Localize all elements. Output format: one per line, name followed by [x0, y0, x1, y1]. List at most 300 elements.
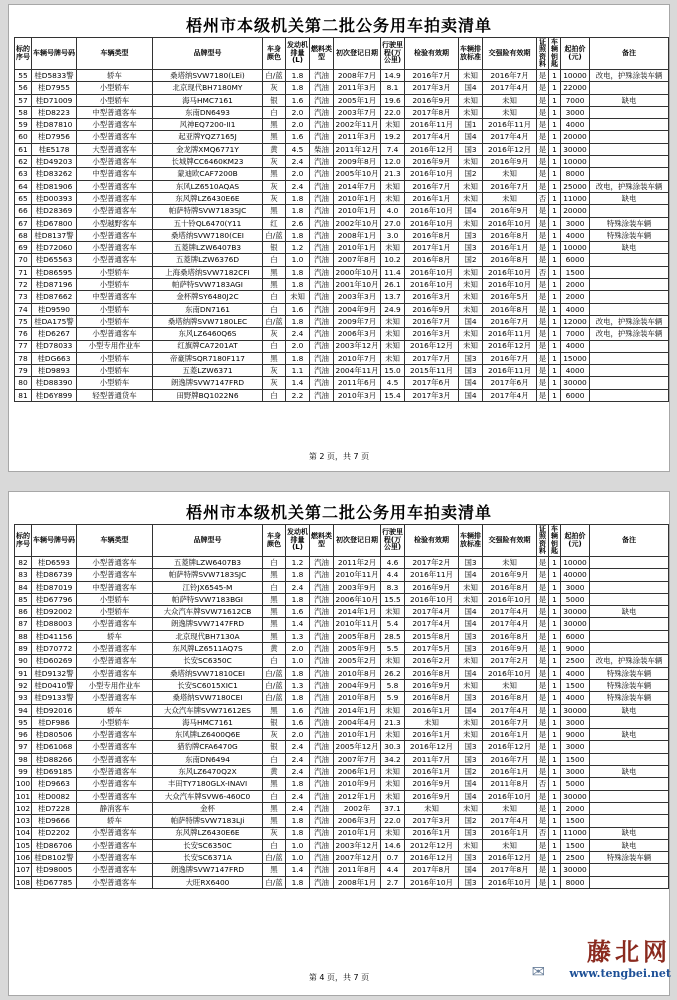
- table-cell: 2006年3月: [334, 815, 381, 827]
- column-header: 车辆类型: [77, 38, 153, 70]
- table-cell: 江铃JX6545-M: [153, 581, 263, 593]
- table-cell: 4000: [561, 119, 590, 131]
- table-cell: 77: [15, 340, 32, 352]
- table-row: [15, 328, 669, 340]
- table-cell: 5.4: [381, 618, 405, 630]
- table-cell: 国3: [459, 753, 483, 765]
- table-cell: 1500: [561, 753, 590, 765]
- table-cell: 91: [15, 667, 32, 679]
- table-cell: 小型越野客车: [77, 217, 153, 229]
- table-cell: 白/蓝: [263, 852, 286, 864]
- table-cell: 2016年12月: [483, 143, 537, 155]
- table-cell: 桂D78033: [32, 340, 77, 352]
- table-cell: 黑: [263, 569, 286, 581]
- table-cell: 2016年11月: [483, 328, 537, 340]
- table-cell: [590, 340, 669, 352]
- table-cell: 1.8: [286, 876, 310, 888]
- table-cell: 否: [537, 827, 549, 839]
- table-cell: 1.8: [286, 667, 310, 679]
- table-row: [15, 593, 669, 605]
- table-cell: 改电，护殊涂装车辆: [590, 180, 669, 192]
- table-cell: 1.8: [286, 205, 310, 217]
- table-cell: 1: [549, 716, 561, 728]
- column-header: 燃料类型: [310, 38, 334, 70]
- table-cell: 是: [537, 581, 549, 593]
- table-cell: 2007年12月: [335, 853, 379, 863]
- table-cell: 2010年1月: [334, 729, 381, 741]
- table-cell: 1: [549, 217, 561, 229]
- table-cell: 1.0: [286, 655, 310, 667]
- table-cell: [590, 389, 669, 401]
- table-cell: 是: [537, 70, 549, 82]
- table-cell: 10000: [561, 242, 590, 254]
- table-cell: 3000: [561, 716, 590, 728]
- table-cell: 桂D88003: [32, 618, 77, 630]
- table-cell: 银: [263, 94, 286, 106]
- table-cell: 缺电: [590, 192, 669, 204]
- table-cell: 桂D67800: [32, 217, 77, 229]
- table-cell: 1.0: [286, 839, 310, 851]
- table-cell: [590, 741, 669, 753]
- table-cell: 未知: [459, 291, 483, 303]
- table-cell: 1: [549, 729, 561, 741]
- column-header: 燃料类型: [310, 525, 334, 557]
- table-row: [15, 254, 669, 266]
- table-cell: 63: [15, 168, 32, 180]
- table-cell: 0.7: [381, 852, 405, 864]
- table-cell: 2000: [561, 802, 590, 814]
- table-row: [15, 581, 669, 593]
- table-cell: 汽油: [310, 328, 334, 340]
- table-cell: 桂D88266: [32, 753, 77, 765]
- table-cell: 1.0: [286, 254, 310, 266]
- table-cell: 国4: [459, 131, 483, 143]
- table-cell: 1.0: [286, 852, 310, 864]
- table-row: [15, 741, 669, 753]
- table-cell: 2017年3月: [405, 82, 459, 94]
- table-cell: 2017年4月: [483, 815, 537, 827]
- table-cell: 黄: [263, 643, 286, 655]
- table-cell: 国4: [459, 205, 483, 217]
- table-cell: 1500: [561, 839, 590, 851]
- table-cell: 国2: [459, 168, 483, 180]
- table-cell: 汽油: [310, 254, 334, 266]
- table-cell: 未知: [483, 679, 537, 691]
- table-cell: 东风LZ6470Q2X: [153, 766, 263, 778]
- table-row: [15, 692, 669, 704]
- table-cell: 1: [549, 352, 561, 364]
- column-header: 标的序号: [15, 525, 32, 557]
- table-cell: 小型轿车: [77, 315, 153, 327]
- table-cell: 小型普通客车: [77, 778, 153, 790]
- table-cell: 26.2: [381, 667, 405, 679]
- table-cell: 静消客车: [77, 802, 153, 814]
- table-cell: 30000: [561, 377, 590, 389]
- table-cell: 1: [549, 593, 561, 605]
- table-cell: 金杯牌SY6480J2C: [153, 291, 263, 303]
- table-cell: 小型普通客车: [77, 753, 153, 765]
- table-cell: 桑塔纳SVW7180(LEi): [153, 70, 263, 82]
- table-cell: 桂DF986: [32, 716, 77, 728]
- table-cell: 汽油: [310, 741, 334, 753]
- table-cell: 1: [549, 291, 561, 303]
- table-cell: [590, 618, 669, 630]
- table-cell: 4000: [561, 340, 590, 352]
- table-cell: 汽油: [310, 593, 334, 605]
- table-cell: 2016年10月: [405, 168, 459, 180]
- table-cell: 1.8: [286, 593, 310, 605]
- table-cell: 未知: [459, 328, 483, 340]
- table-cell: 黑: [263, 266, 286, 278]
- table-cell: 1: [549, 94, 561, 106]
- table-cell: 11000: [561, 827, 590, 839]
- table-cell: 3000: [561, 741, 590, 753]
- table-cell: 未知: [459, 729, 483, 741]
- table-cell: 7.4: [381, 143, 405, 155]
- table-cell: 白: [263, 655, 286, 667]
- table-cell: 中型普通客车: [77, 106, 153, 118]
- table-cell: 96: [15, 729, 32, 741]
- table-cell: 2016年3月: [405, 328, 459, 340]
- table-cell: 汽油: [310, 802, 334, 814]
- table-cell: 帕萨特牌SVW7183LJi: [153, 815, 263, 827]
- table-cell: 汽油: [310, 581, 334, 593]
- table-row: [15, 229, 669, 241]
- table-cell: 大旺RX6400: [153, 876, 263, 888]
- table-row: [15, 106, 669, 118]
- table-cell: 2016年9月: [405, 303, 459, 315]
- table-cell: 2016年7月: [405, 70, 459, 82]
- table-cell: 2002年11月: [335, 120, 379, 130]
- table-cell: 1.2: [286, 557, 310, 569]
- table-cell: 2.7: [381, 876, 405, 888]
- table-row: [15, 119, 669, 131]
- table-cell: 未知: [459, 217, 483, 229]
- table-cell: 62: [15, 156, 32, 168]
- table-cell: 2003年12月: [335, 840, 379, 850]
- table-cell: 汽油: [310, 352, 334, 364]
- page-title: 梧州市本级机关第二批公务用车拍卖清单: [185, 503, 492, 522]
- table-cell: 是: [537, 557, 549, 569]
- table-cell: 东风牌LZ6430E6E: [153, 192, 263, 204]
- table-cell: 2016年9月: [483, 205, 537, 217]
- table-cell: 桂D92002: [32, 606, 77, 618]
- table-cell: 是: [537, 156, 549, 168]
- table-cell: 2016年7月: [483, 352, 537, 364]
- column-header: 车辆号牌号码: [32, 38, 77, 70]
- table-cell: 2017年4月: [483, 131, 537, 143]
- table-cell: 国4: [459, 315, 483, 327]
- table-cell: 汽油: [310, 766, 334, 778]
- table-cell: 否: [537, 192, 549, 204]
- table-cell: 未知: [286, 291, 310, 303]
- table-cell: 2.0: [286, 106, 310, 118]
- table-cell: 1.6: [286, 131, 310, 143]
- table-cell: 2016年9月: [405, 581, 459, 593]
- table-cell: 10000: [561, 156, 590, 168]
- table-cell: 19.6: [381, 94, 405, 106]
- table-cell: 大众汽车牌SVW6-460C0: [153, 790, 263, 802]
- table-cell: 64: [15, 180, 32, 192]
- table-cell: 28.5: [381, 630, 405, 642]
- table-cell: 长安SC6350C: [153, 839, 263, 851]
- table-cell: 3000: [561, 766, 590, 778]
- table-cell: 2500: [561, 655, 590, 667]
- table-cell: 是: [537, 692, 549, 704]
- table-cell: 是: [537, 569, 549, 581]
- table-cell: 是: [537, 643, 549, 655]
- table-cell: 未知: [483, 557, 537, 569]
- table-cell: 1: [549, 377, 561, 389]
- table-cell: 30000: [561, 864, 590, 876]
- table-cell: 2005年9月: [334, 643, 381, 655]
- table-cell: 2016年9月: [483, 569, 537, 581]
- table-cell: 未知: [381, 352, 405, 364]
- table-cell: 未知: [381, 766, 405, 778]
- table-cell: 20000: [561, 131, 590, 143]
- table-cell: 小型专用作业车: [77, 340, 153, 352]
- table-cell: 是: [537, 242, 549, 254]
- table-cell: 小型轿车: [77, 716, 153, 728]
- table-cell: 2006年1月: [334, 766, 381, 778]
- table-cell: 长城牌CC6460KM23: [153, 156, 263, 168]
- table-cell: 黑: [263, 205, 286, 217]
- table-row: [15, 168, 669, 180]
- table-cell: 55: [15, 70, 32, 82]
- column-header: 品牌型号: [153, 525, 263, 557]
- table-cell: 2010年1月: [334, 192, 381, 204]
- table-cell: 白: [263, 254, 286, 266]
- table-cell: 小型普通客车: [77, 557, 153, 569]
- table-cell: 汽油: [310, 692, 334, 704]
- table-cell: 国3: [459, 229, 483, 241]
- table-cell: 白/蓝: [263, 692, 286, 704]
- table-cell: 汽油: [310, 291, 334, 303]
- table-cell: 汽油: [310, 667, 334, 679]
- table-cell: 2011年3月: [334, 131, 381, 143]
- table-cell: 22000: [561, 82, 590, 94]
- table-cell: 1: [549, 852, 561, 864]
- table-cell: 2016年9月: [405, 156, 459, 168]
- table-cell: 汽油: [310, 192, 334, 204]
- table-cell: 1.8: [286, 315, 310, 327]
- table-cell: 15000: [561, 352, 590, 364]
- table-cell: 1500: [561, 266, 590, 278]
- table-cell: 2000: [561, 279, 590, 291]
- table-cell: 2017年8月: [483, 864, 537, 876]
- table-cell: 2011年8月: [334, 864, 381, 876]
- table-cell: 未知: [381, 606, 405, 618]
- table-cell: 黑: [263, 864, 286, 876]
- table-cell: 缺电: [590, 94, 669, 106]
- table-cell: 长安SC6015XIC1: [153, 679, 263, 691]
- table-cell: 东风牌LZ6430E6E: [153, 827, 263, 839]
- wechat-icon: ✉: [531, 962, 545, 981]
- table-cell: 桂D81906: [32, 180, 77, 192]
- table-cell: 是: [537, 704, 549, 716]
- table-cell: 黑: [263, 606, 286, 618]
- table-cell: 2017年5月: [405, 643, 459, 655]
- table-cell: 国3: [459, 242, 483, 254]
- table-cell: 1: [549, 119, 561, 131]
- table-cell: 1.8: [286, 279, 310, 291]
- table-cell: 27.0: [381, 217, 405, 229]
- table-cell: 是: [537, 205, 549, 217]
- table-cell: 2016年1月: [483, 827, 537, 839]
- table-cell: 2006年10月: [335, 594, 379, 604]
- table-cell: 2017年4月: [483, 82, 537, 94]
- table-row: [15, 389, 669, 401]
- table-cell: 汽油: [310, 606, 334, 618]
- table-cell: 小型普通客车: [77, 328, 153, 340]
- table-row: [15, 557, 669, 569]
- table-cell: 2016年9月: [483, 643, 537, 655]
- table-cell: 57: [15, 94, 32, 106]
- table-cell: [590, 82, 669, 94]
- table-cell: 2005年1月: [334, 94, 381, 106]
- table-row: [15, 131, 669, 143]
- table-row: [15, 217, 669, 229]
- table-cell: 2016年2月: [405, 655, 459, 667]
- table-cell: 黑: [263, 352, 286, 364]
- table-cell: 1500: [561, 815, 590, 827]
- page-footer: 第 2 页，共 7 页: [308, 452, 370, 461]
- table-row: [15, 802, 669, 814]
- table-cell: 2016年12月: [405, 340, 459, 352]
- table-cell: 1: [549, 741, 561, 753]
- table-cell: 桂D60269: [32, 655, 77, 667]
- table-cell: 6000: [561, 630, 590, 642]
- table-cell: 汽油: [310, 156, 334, 168]
- column-header: 发动机排量(L): [286, 525, 310, 557]
- table-cell: 2016年7月: [483, 753, 537, 765]
- table-cell: 2.6: [286, 217, 310, 229]
- column-header: 车辆排放标准: [459, 525, 483, 557]
- table-cell: [590, 279, 669, 291]
- table-cell: 中型普通客车: [77, 291, 153, 303]
- table-cell: 2017年6月: [405, 377, 459, 389]
- table-cell: 小型轿车: [77, 94, 153, 106]
- table-cell: 2014年1月: [334, 606, 381, 618]
- table-cell: 1.6: [286, 716, 310, 728]
- table-row: [15, 827, 669, 839]
- table-row: [15, 876, 669, 888]
- table-cell: 10.2: [381, 254, 405, 266]
- table-cell: 20000: [561, 205, 590, 217]
- table-cell: 1: [549, 643, 561, 655]
- table-cell: 汽油: [310, 168, 334, 180]
- table-cell: 1: [549, 168, 561, 180]
- table-cell: 2016年8月: [405, 692, 459, 704]
- table-cell: 白: [263, 557, 286, 569]
- table-cell: 2016年11月: [483, 119, 537, 131]
- table-cell: 五菱牌LZW6376D: [153, 254, 263, 266]
- table-row: [15, 667, 669, 679]
- table-cell: 是: [537, 606, 549, 618]
- table-cell: 2016年1月: [483, 242, 537, 254]
- column-header: 证照资料: [537, 525, 549, 557]
- table-cell: 1.6: [286, 606, 310, 618]
- table-cell: 1.8: [286, 192, 310, 204]
- table-cell: 小型普通客车: [77, 156, 153, 168]
- table-cell: 五菱牌LZW6407B3: [153, 557, 263, 569]
- table-cell: 1: [549, 106, 561, 118]
- table-cell: 桂D87810: [32, 119, 77, 131]
- table-cell: 汽油: [310, 229, 334, 241]
- table-cell: 1: [549, 340, 561, 352]
- table-cell: 汽油: [310, 827, 334, 839]
- table-row: [15, 143, 669, 155]
- table-cell: 4.0: [381, 205, 405, 217]
- table-cell: 2017年8月: [405, 864, 459, 876]
- table-row: [15, 839, 669, 851]
- table-cell: 桂D7955: [32, 82, 77, 94]
- table-cell: 59: [15, 119, 32, 131]
- table-cell: 桂DA175警: [32, 315, 77, 327]
- table-cell: 2016年12月: [405, 852, 459, 864]
- table-cell: 2016年10月: [405, 266, 459, 278]
- table-cell: 8000: [561, 876, 590, 888]
- table-cell: 白/蓝: [263, 70, 286, 82]
- table-cell: 未知: [459, 279, 483, 291]
- table-cell: 东南DN7161: [153, 303, 263, 315]
- table-cell: 是: [537, 328, 549, 340]
- table-cell: 桂D41156: [32, 630, 77, 642]
- table-cell: 蒙迪欧CAF7200B: [153, 168, 263, 180]
- table-cell: 小型轿车: [77, 279, 153, 291]
- table-cell: 小型轿车: [77, 82, 153, 94]
- table-cell: 97: [15, 741, 32, 753]
- table-cell: 桂D87196: [32, 279, 77, 291]
- table-cell: 东风LZ6460Q6S: [153, 328, 263, 340]
- table-cell: 65: [15, 192, 32, 204]
- table-cell: 2016年10月: [483, 790, 537, 802]
- table-cell: 未知: [381, 340, 405, 352]
- table-cell: 75: [15, 315, 32, 327]
- table-cell: 2016年1月: [405, 827, 459, 839]
- table-cell: [590, 254, 669, 266]
- table-cell: 4.6: [381, 557, 405, 569]
- table-cell: 2000年10月: [335, 267, 379, 277]
- table-cell: 1: [549, 266, 561, 278]
- table-cell: 25000: [561, 180, 590, 192]
- table-cell: 5000: [561, 778, 590, 790]
- table-cell: 2016年8月: [405, 229, 459, 241]
- table-cell: 2016年8月: [483, 630, 537, 642]
- table-cell: 1: [549, 655, 561, 667]
- table-cell: 猎豹牌CFA6470G: [153, 741, 263, 753]
- table-cell: 30000: [561, 618, 590, 630]
- table-cell: 小型普通客车: [77, 790, 153, 802]
- table-cell: 8000: [561, 168, 590, 180]
- table-cell: 2004年9月: [334, 303, 381, 315]
- table-cell: 灰: [263, 180, 286, 192]
- table-row: [15, 365, 669, 377]
- table-cell: 1: [549, 180, 561, 192]
- table-cell: 2.4: [286, 156, 310, 168]
- table-cell: 特殊涂装车辆: [590, 692, 669, 704]
- table-cell: 国2: [459, 815, 483, 827]
- table-cell: 小型普通客车: [77, 643, 153, 655]
- table-cell: 银: [263, 741, 286, 753]
- table-cell: 92: [15, 679, 32, 691]
- table-cell: 是: [537, 667, 549, 679]
- table-cell: 桂D67785: [32, 876, 77, 888]
- table-cell: 是: [537, 839, 549, 851]
- table-cell: 国4: [459, 667, 483, 679]
- page-footer: 第 4 页，共 7 页: [308, 973, 370, 982]
- table-cell: 2016年8月: [483, 692, 537, 704]
